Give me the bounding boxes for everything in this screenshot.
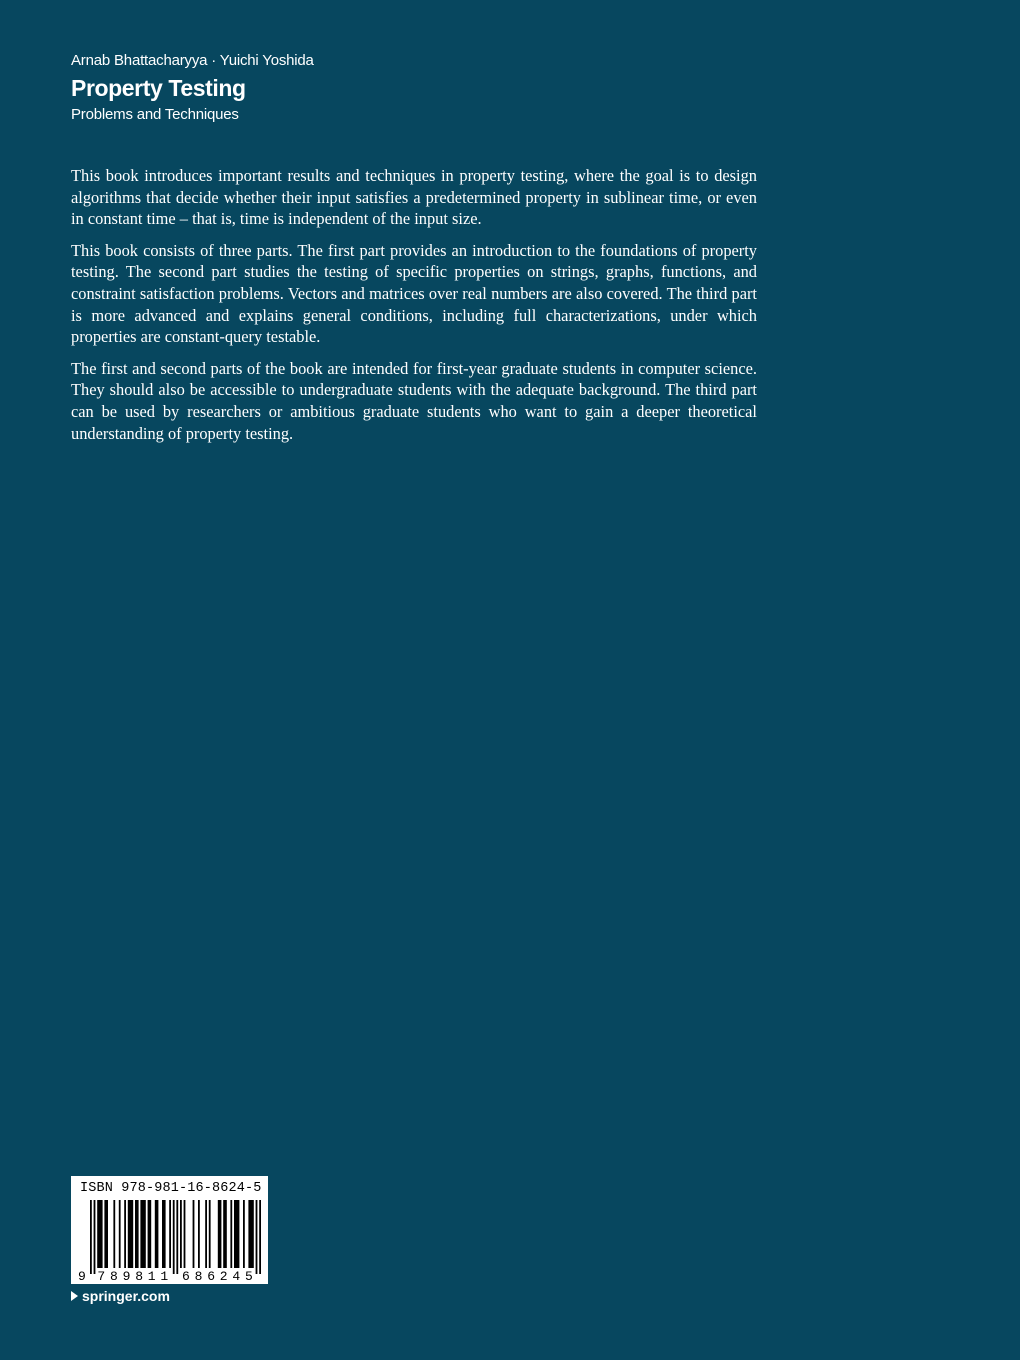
- barcode-bar: [97, 1200, 102, 1268]
- barcode-bar: [124, 1200, 126, 1268]
- barcode-bar: [184, 1200, 186, 1268]
- book-subtitle: Problems and Techniques: [71, 106, 239, 123]
- barcode-bar: [218, 1200, 222, 1268]
- barcode-guard-bar: [173, 1200, 175, 1274]
- blurb-paragraph-2: This book consists of three parts. The first part provides an introduction to the foundations of property testing. The second part studies the testing of specific properties on strings, graphs, functions, and constraint satisfaction problems. Vectors and matrices over real numbers are also covered. The third part is more advanced and explains general conditions, including full characterizations, under which properties are constant-query testable.: [71, 240, 757, 347]
- barcode-digit: 6: [207, 1269, 216, 1284]
- triangle-right-icon: [71, 1291, 78, 1301]
- blurb-paragraph-3: The first and second parts of the book are intended for first-year graduate students in computer science. They should also be accessible to undergraduate students with the adequate background. The third part can be used by researchers or ambitious graduate students who want to gain a deeper theoretical understanding of property testing.: [71, 358, 757, 443]
- barcode-bar: [113, 1200, 115, 1268]
- barcode-digit: 8: [194, 1269, 203, 1284]
- barcode-guard-bar: [259, 1200, 261, 1274]
- barcode-digit: 8: [110, 1269, 118, 1284]
- barcode-digit: 7: [97, 1269, 106, 1284]
- book-title: Property Testing: [71, 75, 246, 101]
- barcode-bar: [128, 1200, 133, 1268]
- barcode-guard-bar: [256, 1200, 258, 1274]
- barcode-guard-bar: [94, 1200, 96, 1274]
- publisher-link[interactable]: [71, 1288, 170, 1304]
- barcode-bar: [193, 1200, 195, 1268]
- barcode-bar: [104, 1200, 108, 1268]
- barcode-guard-bar: [90, 1200, 92, 1274]
- back-cover-blurb: [71, 165, 757, 454]
- blurb-paragraph-1: This book introduces important results and techniques in property testing, where the goal is to design algorithms that decide whether their input satisfies a predetermined property in sublinear time, or even in constant time – that is, time is independent of the input size.: [71, 166, 757, 229]
- barcode-guard-bar: [176, 1200, 178, 1274]
- barcode-digit: 8: [135, 1269, 144, 1284]
- barcode-bar: [248, 1200, 253, 1268]
- barcode-bar: [155, 1200, 159, 1268]
- barcode-bar: [162, 1200, 166, 1268]
- barcode-bar: [169, 1200, 171, 1268]
- barcode-digit: 5: [245, 1269, 253, 1284]
- barcode-bar: [230, 1200, 232, 1268]
- barcode-digit: 9: [122, 1269, 131, 1284]
- barcode-bar: [223, 1200, 227, 1268]
- barcode-bar: [234, 1200, 239, 1268]
- barcode-digit: 4: [232, 1269, 241, 1284]
- barcode-bar: [140, 1200, 145, 1268]
- barcode-digit: 6: [182, 1269, 190, 1284]
- barcode-digit: 1: [147, 1269, 156, 1284]
- barcode-bar: [119, 1200, 121, 1268]
- barcode-digit: 2: [219, 1269, 228, 1284]
- barcode-digit: 1: [160, 1269, 169, 1284]
- barcode-bar: [243, 1200, 245, 1268]
- barcode-bar: [135, 1200, 139, 1268]
- barcode-digit: 9: [78, 1269, 86, 1284]
- barcode-bar: [205, 1200, 207, 1268]
- barcode-bar: [209, 1200, 211, 1268]
- isbn-label: ISBN 978-981-16-8624-5: [80, 1181, 262, 1196]
- barcode-bars: [71, 1176, 268, 1284]
- barcode-bar: [148, 1200, 152, 1268]
- authors: Arnab Bhattacharyya · Yuichi Yoshida: [71, 52, 314, 69]
- barcode-bar: [180, 1200, 182, 1268]
- isbn-barcode: [71, 1176, 268, 1284]
- barcode-bar: [198, 1200, 200, 1268]
- publisher-website: springer.com: [82, 1288, 170, 1304]
